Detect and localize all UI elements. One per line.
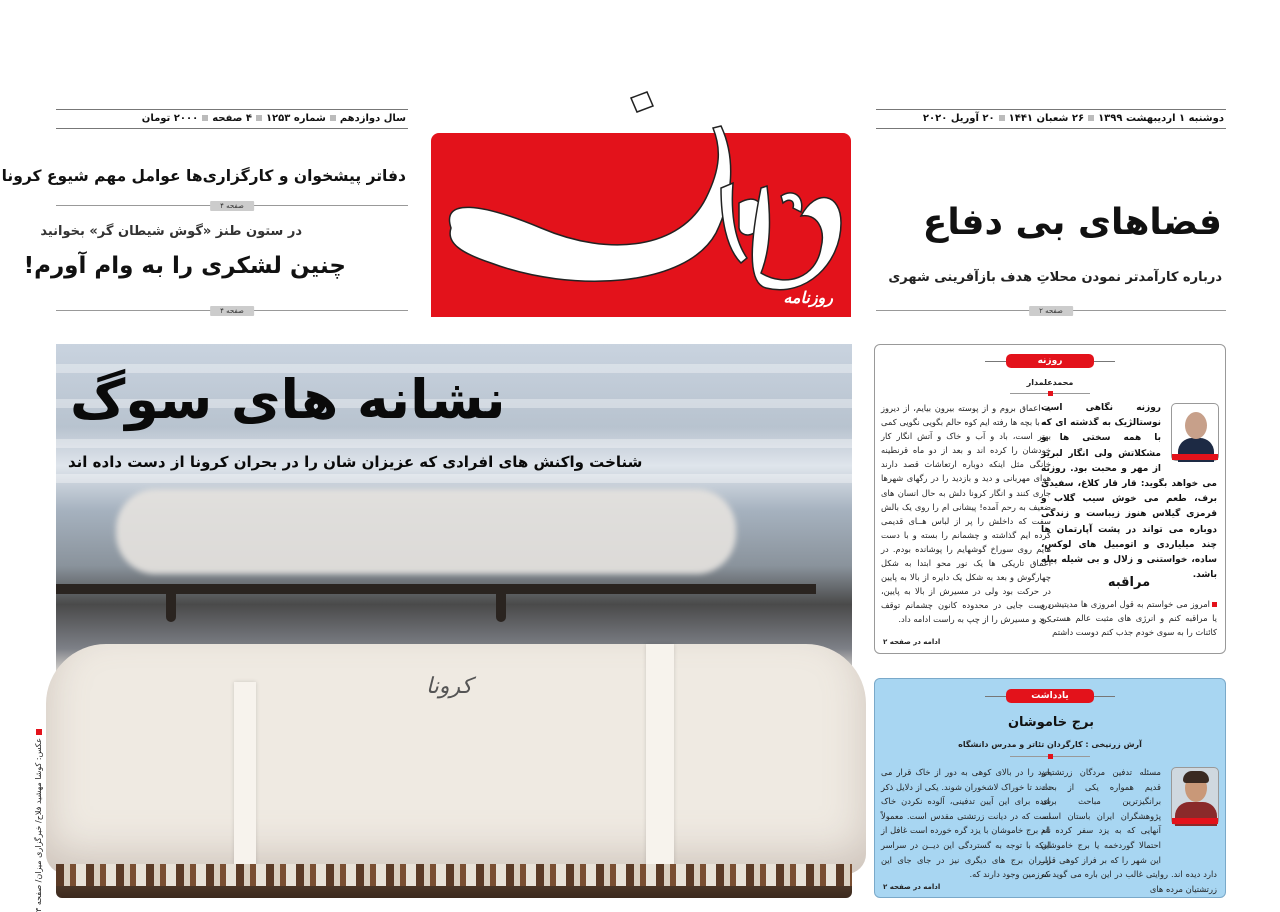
issue-year: سال دوازدهم [339, 113, 406, 124]
column-intro-text [1041, 401, 1217, 583]
byline-dot [1048, 754, 1053, 759]
right-headline[interactable]: فضاهای بی دفاع [922, 202, 1222, 243]
photo-stripe [56, 439, 852, 448]
page-ref-label: صفحه ۲ [1029, 306, 1073, 316]
left-page-ref-1[interactable] [56, 202, 408, 214]
section-title: مراقبه [1107, 575, 1151, 590]
date-hijri: ۲۶ شعبان ۱۴۴۱ [1008, 113, 1085, 124]
section-text-body: امروز می خواستم به قول امروزی ها مدیتیشن و یا مراقبه کنم و انرژی های مثبت عالم هستی و کائنات را به سوی خودم جذب کنم دوست داشتم [1041, 599, 1217, 638]
left-kicker-2: در ستون طنز «گوش شیطان گر» بخوانید [40, 224, 302, 239]
left-headline-1[interactable]: دفاتر پیشخوان و کارگزاری‌ها عوامل مهم شیوع کرونا [1, 167, 406, 185]
note-body: خود را در بالای کوهی به دور از خاک قرار می دادند تا خوراک لاشخوران شوند. یکی از دلایل ذکر شده برای این آیین تدفینی، آلوده نکردن خاک است که در دیانت زرتشتی مقدس است. معمولاً نام برج خاموشان با یزد گره خورده است غافل از اینکه با توجه به گستردگی این دیــن در سراسر ایــران برج های دیگری نیز در جای جای این سرزمین وجود دارند که. [881, 767, 1051, 880]
issue-bar [56, 109, 408, 129]
page-ref-label: صفحه ۴ [210, 306, 254, 316]
separator [1088, 115, 1094, 121]
note-intro-text: مسئله تدفین مردگان زرتشتیان قدیم همواره یکی از بحث برانگیزترین مباحث برای پژوهشگران ایران باستان است. آنهایی که به یزد سفر کرده اند احتمالا گوردخمه یا برج خاموشان این شهر را که بر فراز کوهی قرار دارد دیده اند. روایتی غالب در این باره می گوید که زرتشتیان مرده های [1041, 767, 1217, 894]
note-title[interactable]: برج خاموشان [1007, 715, 1095, 730]
issue-price: ۲۰۰۰ تومان [141, 113, 199, 124]
avatar-spacer [1161, 765, 1217, 857]
section-text [1041, 597, 1217, 639]
date-shamsi: دوشنبه ۱ اردیبهشت ۱۳۹۹ [1098, 113, 1224, 124]
left-page-ref-2[interactable] [56, 307, 408, 319]
photo-rail [166, 594, 176, 622]
logo-subtitle: روزنامه [783, 288, 833, 307]
issue-pages: ۴ صفحه [212, 113, 252, 124]
column-body: به اعماق بروم و از پوسته بیرون بیایم، از دیروز که با بچه ها رفته ایم کوه حالم بگویی نگویی کمی بهتر است، باد و آب و خاک و آتش انگار کار خودشان را کرده اند و بعد از دو ماه قرنطینه خانگی مثل اینکه دوباره ارتعاشات قصد دارند هوای مهربانی و دید و بازدید را در رگهای شهرها جاری کنند و انگار کرونا دلش به حال انسان های ضعیف به رحم آمده! پیشانی ام را روی یک بالش سفت که داخلش را پر از لباس هــای قدیمی کرده ایم گذاشته و چشمانم را بسته و با دست هایم روی سوراخ گوشهایم را پوشانده بودم. در اعماق تاریکی ها یک نور محو ابتدا به شکل چهارگوش و بعد به شکل یک دایره از بالا به پایین در حرکت بود ولی در مسیرش از بالا به پایین، درست جایی در محدوده کانون چشمانم توقف کرد و مسیرش را از چپ به راست ادامه داد. [881, 403, 1051, 625]
photo-scrawl: کرونا [426, 674, 473, 699]
avatar-spacer [1161, 401, 1217, 465]
separator [256, 115, 262, 121]
right-page-ref[interactable] [876, 307, 1226, 319]
date-gregorian: ۲۰ آوریل ۲۰۲۰ [922, 113, 995, 124]
column-ruzneh [874, 344, 1226, 654]
photo-rust-rail [56, 864, 852, 886]
column-author: محمدعلمدار [1026, 378, 1074, 387]
credit-marker [36, 729, 42, 735]
bullet-icon [1212, 602, 1217, 607]
column-label: روزنه [1006, 354, 1094, 368]
photo-credit [34, 725, 48, 912]
newspaper-logo[interactable] [431, 133, 851, 317]
page-ref-label: صفحه ۴ [210, 201, 254, 211]
separator [999, 115, 1005, 121]
note-author: آرش زرنیخی : کارگردان تئاتر و مدرس دانشگاه [958, 740, 1142, 749]
note-intro [1041, 765, 1217, 896]
separator [330, 115, 336, 121]
photo-tie [646, 644, 674, 874]
column-note [874, 678, 1226, 898]
photo-rail [496, 594, 506, 622]
photo-shroud-bg [116, 489, 736, 574]
photo-stripe [56, 474, 852, 483]
column-label: یادداشت [1006, 689, 1094, 703]
main-story-subtitle: شناخت واکنش های افرادی که عزیزان شان را در بحران کرونا از دست داده اند [68, 453, 643, 471]
date-bar [876, 109, 1226, 129]
continued-link[interactable]: ادامه در صفحه ۲ [883, 883, 941, 891]
issue-number: شماره ۱۲۵۳ [265, 113, 326, 124]
continued-link[interactable]: ادامه در صفحه ۲ [883, 638, 941, 646]
main-story-title[interactable]: نشانه های سوگ [70, 368, 506, 431]
photo-rail [56, 584, 816, 594]
intro-text: روزنه نگاهی است نوستالژیک به گذشته ای که با همه سختی ها و مشکلاتش ولی انگار لبریز از مهر و محبت بود. روزنه می خواهد بگوید: قار قار کلاغ، سفیدی برف، طعم می خوش سیب گلاب و قرمزی گیلاس هنوز زیباست و زندگی دوباره می تواند در پشت آپارتمان ها چند میلیاردی و اتومبیل های لوکس، ساده، خواستنی و زلال و بی شیله پیله باشد. [1041, 403, 1217, 581]
left-headline-2[interactable]: چنین لشکری را به وام آورم! [23, 253, 346, 279]
right-subhead: درباره کارآمدتر نمودن محلاتِ هدف بازآفرینی شهری [888, 270, 1222, 285]
photo-credit-text: عکس: کوشا مهشید فلاح/ خبرگزاری میزان/ صفحه ۳ [34, 737, 43, 912]
separator [202, 115, 208, 121]
byline-dot [1048, 391, 1053, 396]
photo-tie [234, 682, 256, 872]
